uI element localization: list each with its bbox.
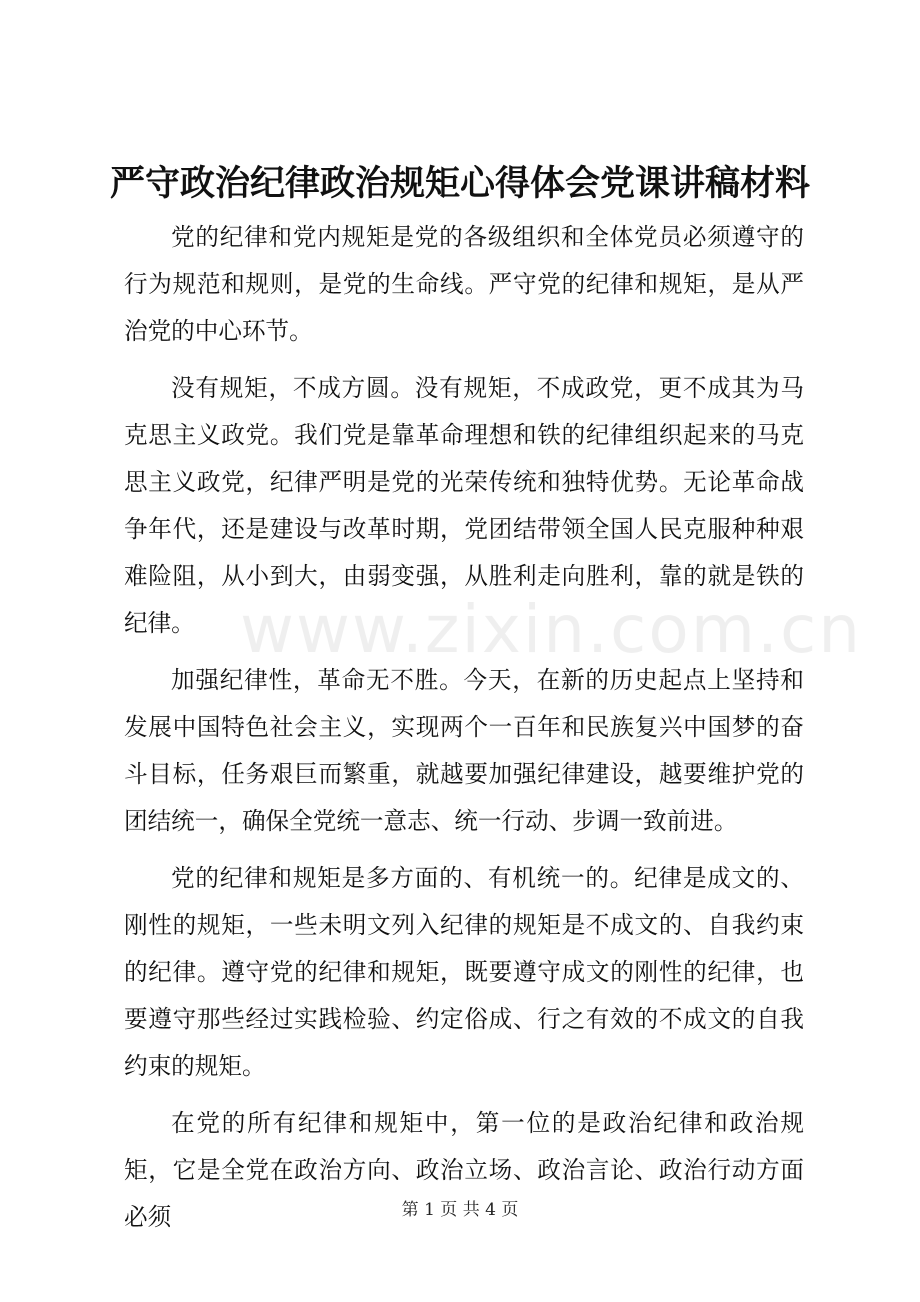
paragraph: 党的纪律和党内规矩是党的各级组织和全体党员必须遵守的行为规范和规则，是党的生命线。严守党的纪律和规矩，是从严治党的中心环节。 xyxy=(124,223,804,345)
watermark: www.zixin.com.cn xyxy=(240,591,863,668)
page-number-label: 第 1 页 共 4 页 xyxy=(401,1200,519,1220)
paragraph: 在党的所有纪律和规矩中，第一位的是政治纪律和政治规矩，它是全党在政治方向、政治立场、政治言论、政治行动方面必须 xyxy=(124,1109,804,1231)
page-footer xyxy=(0,1198,920,1222)
document-title: 严守政治纪律政治规矩心得体会党课讲稿材料 xyxy=(109,163,810,204)
paragraph: 没有规矩，不成方圆。没有规矩，不成政党，更不成其为马克思主义政党。我们党是靠革命理想和铁的纪律组织起来的马克思主义政党，纪律严明是党的光荣传统和独特优势。无论革命战争年代，还是建设与改革时期，党团结带领全国人民克服种种艰难险阻，从小到大，由弱变强，从胜利走向胜利，靠的就是铁的纪律。 xyxy=(124,374,804,637)
paragraph: 加强纪律性，革命无不胜。今天，在新的历史起点上坚持和发展中国特色社会主义，实现两个一百年和民族复兴中国梦的奋斗目标，任务艰巨而繁重，就越要加强纪律建设，越要维护党的团结统一，确保全党统一意志、统一行动、步调一致前进。 xyxy=(124,666,804,835)
paragraph: 党的纪律和规矩是多方面的、有机统一的。纪律是成文的、刚性的规矩，一些未明文列入纪律的规矩是不成文的、自我约束的纪律。遵守党的纪律和规矩，既要遵守成文的刚性的纪律，也要遵守那些经过实践检验、约定俗成、行之有效的不成文的自我约束的规矩。 xyxy=(124,864,804,1080)
document-body xyxy=(124,214,804,1251)
